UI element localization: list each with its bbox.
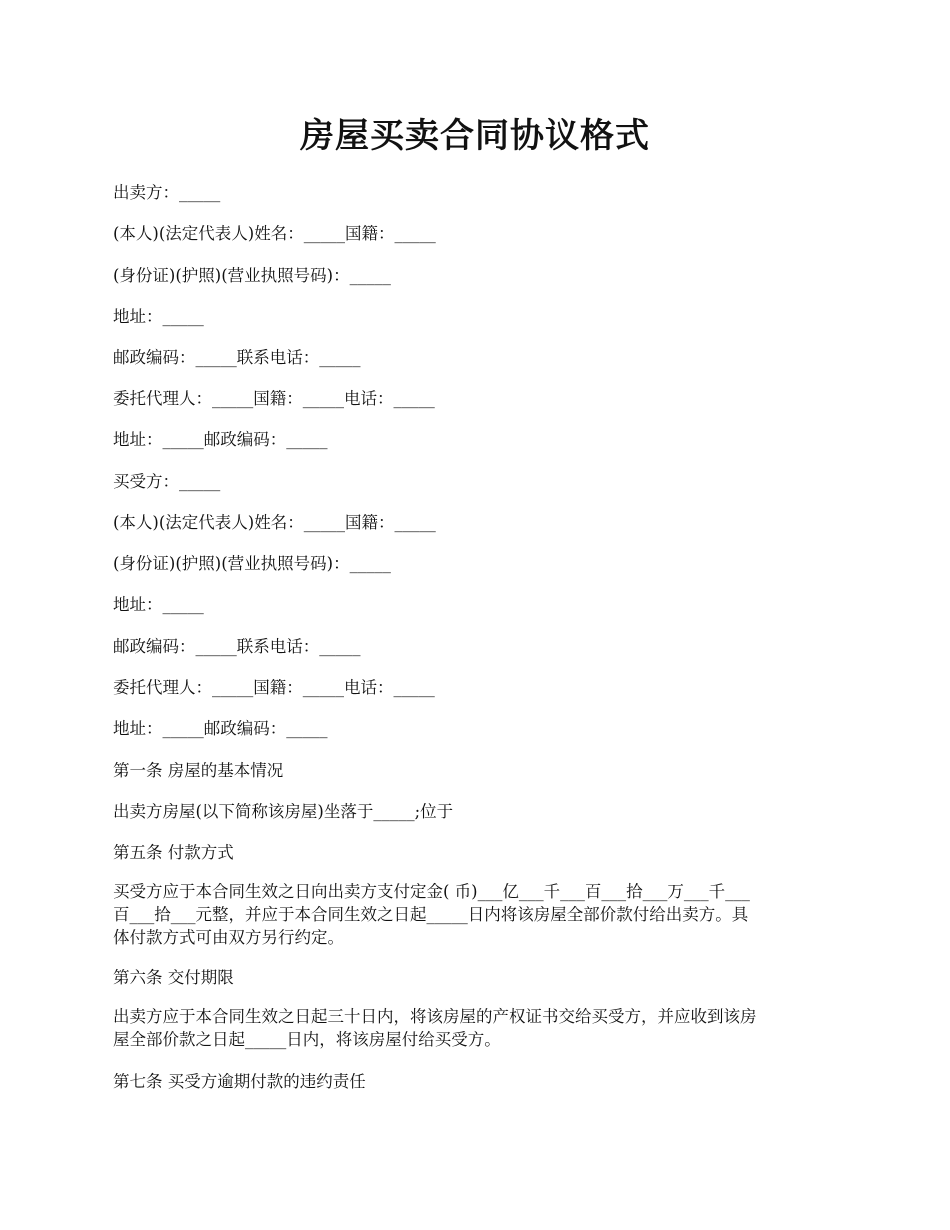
article6-body-line: 屋全部价款之日起_____日内，将该房屋付给买受方。 [113,1030,501,1049]
seller-agent-address-line: 地址：_____邮政编码：_____ [113,430,328,449]
article5-heading: 第五条 付款方式 [113,843,234,862]
document-title: 房屋买卖合同协议格式 [300,116,650,156]
buyer-address-line: 地址：_____ [113,595,204,614]
buyer-agent-address-line: 地址：_____邮政编码：_____ [113,719,328,738]
buyer-postal-phone-line: 邮政编码：_____联系电话：_____ [113,637,361,656]
article6-body-line: 出卖方应于本合同生效之日起三十日内，将该房屋的产权证书交给买受方，并应收到该房 [113,1007,757,1026]
article7-heading: 第七条 买受方逾期付款的违约责任 [113,1072,366,1091]
article1-body: 出卖方房屋(以下简称该房屋)坐落于_____;位于 [113,802,454,821]
seller-address-line: 地址：_____ [113,307,204,326]
seller-agent-line: 委托代理人：_____国籍：_____电话：_____ [113,389,435,408]
buyer-name-nationality-line: (本人)(法定代表人)姓名：_____国籍：_____ [113,513,436,532]
article6-heading: 第六条 交付期限 [113,968,234,987]
seller-party-line: 出卖方：_____ [113,183,221,202]
article6-body [113,1005,843,1051]
article5-body [113,880,843,949]
article1-heading: 第一条 房屋的基本情况 [113,761,284,780]
buyer-party-line: 买受方：_____ [113,472,221,491]
seller-postal-phone-line: 邮政编码：_____联系电话：_____ [113,348,361,367]
seller-name-nationality-line: (本人)(法定代表人)姓名：_____国籍：_____ [113,224,436,243]
buyer-id-line: (身份证)(护照)(营业执照号码)：_____ [113,554,391,573]
buyer-agent-line: 委托代理人：_____国籍：_____电话：_____ [113,678,435,697]
article5-body-line: 买受方应于本合同生效之日向出卖方支付定金( 币)___亿___千___百___拾___万___千___ [113,882,750,901]
article5-body-line: 百___拾___元整，并应于本合同生效之日起_____日内将该房屋全部价款付给出卖方。具 [113,905,749,924]
article5-body-line: 体付款方式可由双方另行约定。 [113,928,344,947]
seller-id-line: (身份证)(护照)(营业执照号码)：_____ [113,266,391,285]
